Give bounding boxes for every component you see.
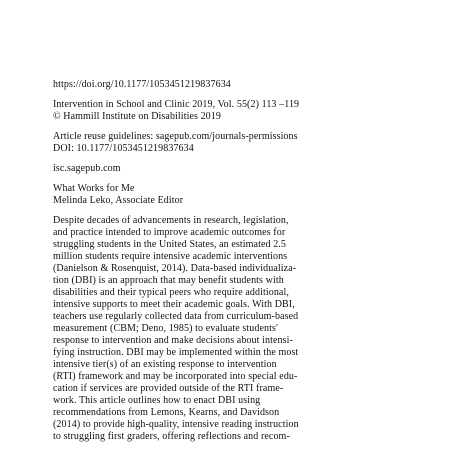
body-line: recommendations from Lemons, Kearns, and Davidson — [53, 407, 280, 418]
copyright-notice: © Hammill Institute on Disabilities 2019 — [53, 111, 221, 122]
journal-site[interactable]: isc.sagepub.com — [53, 163, 121, 174]
body-line: Despite decades of advancements in research, legislation, — [53, 215, 289, 226]
doi-text: DOI: 10.1177/1053451219837634 — [53, 143, 194, 154]
column-title: What Works for Me — [53, 183, 135, 194]
body-line: teachers use regularly collected data from curriculum-based — [53, 311, 299, 322]
body-line: measurement (CBM; Deno, 1985) to evaluate students' — [53, 323, 278, 334]
reuse-guidelines[interactable]: Article reuse guidelines: sagepub.com/journals-permissions — [53, 131, 298, 142]
body-line: response to intervention and make decisions about intensi- — [53, 335, 293, 346]
body-line: and practice intended to improve academic outcomes for — [53, 227, 286, 238]
body-line: struggling students in the United States, an estimated 2.5 — [53, 239, 286, 250]
body-line: disabilities and their typical peers who require additional, — [53, 287, 289, 298]
body-line: tion (DBI) is an approach that may benefit students with — [53, 275, 284, 286]
body-line: million students require intensive academic interventions — [53, 251, 288, 262]
doi-link[interactable]: https://doi.org/10.1177/1053451219837634 — [53, 79, 231, 90]
body-line: cation if services are provided outside of the RTI frame- — [53, 383, 284, 394]
body-line: intensive tier(s) of an existing response to intervention — [53, 359, 277, 370]
body-line: fying instruction. DBI may be implemented within the most — [53, 347, 299, 358]
body-line: intensive supports to meet their academic goals. With DBI, — [53, 299, 295, 310]
body-line: (Danielson & Rosenquist, 2014). Data-based individualiza- — [53, 263, 297, 274]
body-line: (2014) to provide high-quality, intensive reading instruction — [53, 419, 299, 430]
body-line: (RTI) framework and may be incorporated into special edu- — [53, 371, 298, 382]
column-author: Melinda Leko, Associate Editor — [53, 195, 184, 206]
journal-citation: Intervention in School and Clinic 2019, Vol. 55(2) 113 –119 — [53, 99, 300, 110]
body-line: to struggling first graders, offering reflections and recom- — [53, 431, 290, 442]
body-line: work. This article outlines how to enact DBI using — [53, 395, 261, 406]
